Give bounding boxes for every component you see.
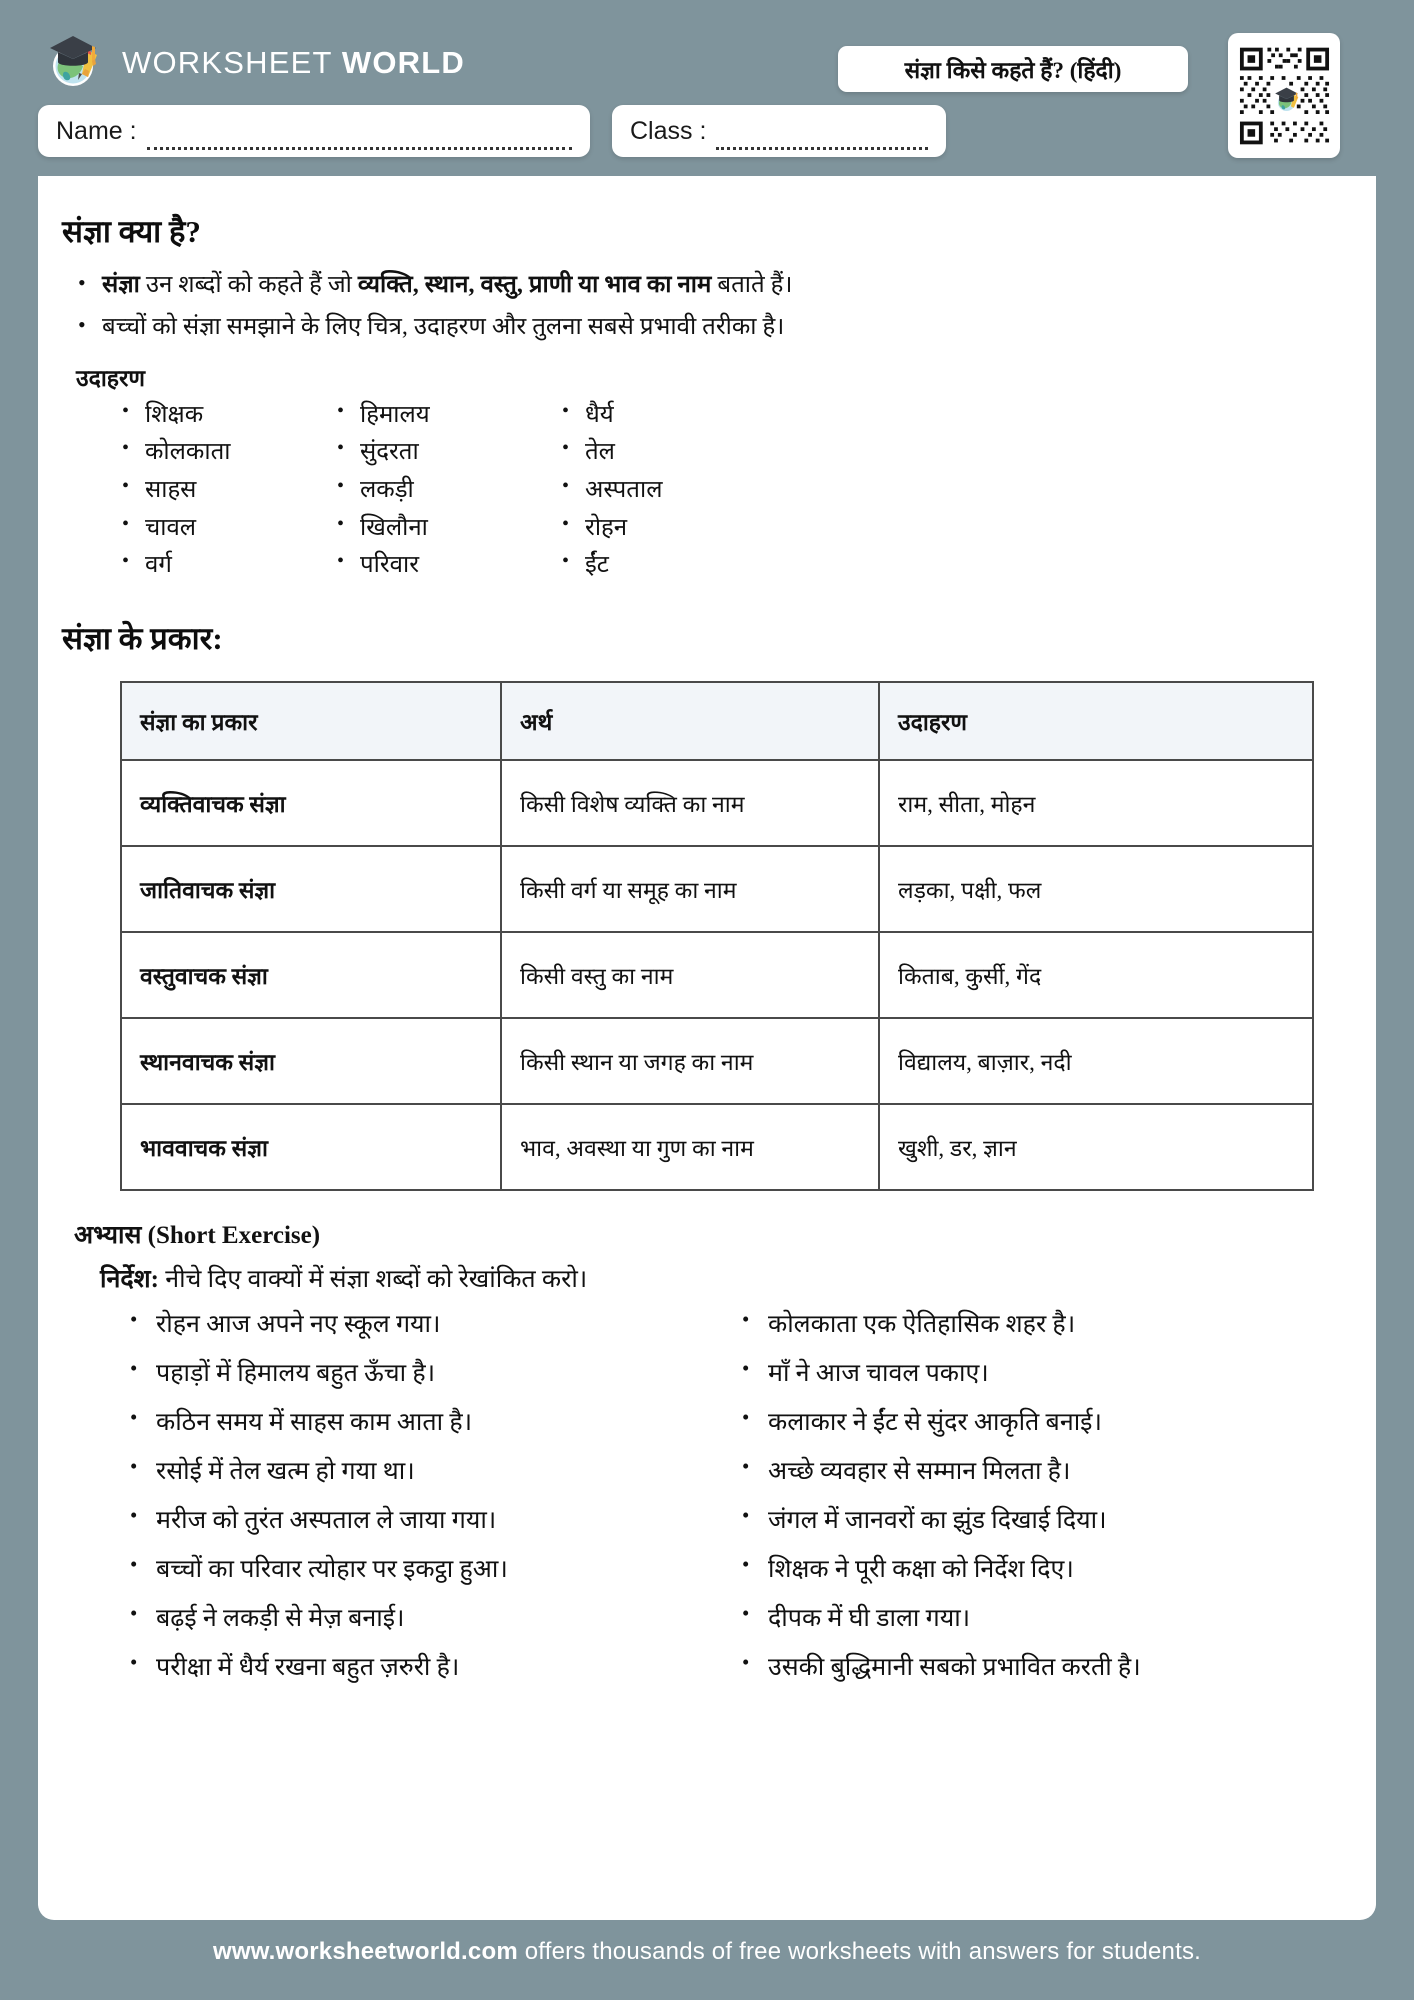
table-cell-examples: राम, सीता, मोहन (879, 760, 1313, 846)
brand-name (122, 41, 465, 81)
exercise-instruction (100, 1261, 1350, 1295)
qr-code-box[interactable] (1228, 33, 1340, 158)
exercise-sentences-grid (122, 1307, 1350, 1699)
table-cell-type: भाववाचक संज्ञा (121, 1104, 501, 1190)
table-cell-type: जातिवाचक संज्ञा (121, 846, 501, 932)
list-item: • धैर्य (556, 399, 1350, 433)
types-section-title: संज्ञा के प्रकार: (62, 620, 223, 656)
list-item: • कलाकार ने ईंट से सुंदर आकृति बनाई। (734, 1405, 1350, 1440)
exercise-sentences-right (734, 1307, 1350, 1699)
intro-bullet-list (62, 266, 1350, 347)
list-item: • सुंदरता (331, 436, 556, 470)
table-cell-meaning: किसी वस्तु का नाम (501, 932, 879, 1018)
list-item: • खिलौना (331, 512, 556, 546)
list-item: • उसकी बुद्धिमानी सबको प्रभावित करती है। (734, 1650, 1350, 1685)
list-item: • बच्चों का परिवार त्योहार पर इकट्ठा हुआ। (122, 1552, 734, 1587)
list-item: • बढ़ई ने लकड़ी से मेज़ बनाई। (122, 1601, 734, 1636)
class-field-label: Class : (630, 116, 707, 145)
footer-domain[interactable]: www.worksheetworld.com (212, 1938, 518, 1965)
table-cell-type: व्यक्तिवाचक संज्ञा (121, 760, 501, 846)
table-cell-meaning: किसी स्थान या जगह का नाम (501, 1018, 879, 1104)
brand-name-bold: WORLD (341, 45, 465, 80)
list-item: • तेल (556, 436, 1350, 470)
table-cell-examples: किताब, कुर्सी, गेंद (879, 932, 1313, 1018)
table-header-cell: संज्ञा का प्रकार (121, 682, 501, 760)
worksheet-title: संज्ञा किसे कहते हैं? (हिंदी) (904, 58, 1122, 83)
table-cell-examples: विद्यालय, बाज़ार, नदी (879, 1018, 1313, 1104)
table-cell-meaning: किसी विशेष व्यक्ति का नाम (501, 760, 879, 846)
list-item: • रसोई में तेल खत्म हो गया था। (122, 1454, 734, 1489)
table-cell-examples: खुशी, डर, ज्ञान (879, 1104, 1313, 1190)
name-field-input[interactable] (147, 132, 572, 150)
table-row (121, 846, 1313, 932)
list-item: • लकड़ी (331, 474, 556, 508)
list-item: • जंगल में जानवरों का झुंड दिखाई दिया। (734, 1503, 1350, 1538)
table-row (121, 760, 1313, 846)
table-cell-type: वस्तुवाचक संज्ञा (121, 932, 501, 1018)
table-cell-examples: लड़का, पक्षी, फल (879, 846, 1313, 932)
examples-column-2 (331, 399, 556, 587)
table-header-cell: उदाहरण (879, 682, 1313, 760)
exercise-heading: अभ्यास (Short Exercise) (74, 1221, 321, 1249)
examples-column-3 (556, 399, 1350, 587)
list-item: • हिमालय (331, 399, 556, 433)
list-item: • रोहन आज अपने नए स्कूल गया। (122, 1307, 734, 1342)
name-field-label: Name : (56, 116, 137, 145)
table-cell-meaning: भाव, अवस्था या गुण का नाम (501, 1104, 879, 1190)
intro-bullet-0-lead: संज्ञा (102, 272, 140, 298)
list-item: • रोहन (556, 512, 1350, 546)
page-footer (0, 1938, 1414, 1966)
name-field[interactable] (38, 105, 590, 157)
class-field-input[interactable] (716, 132, 928, 150)
class-field[interactable] (612, 105, 946, 157)
table-row (121, 1018, 1313, 1104)
table-row (121, 932, 1313, 1018)
list-item: • शिक्षक ने पूरी कक्षा को निर्देश दिए। (734, 1552, 1350, 1587)
intro-bullet-0-post: बताते हैं। (711, 272, 793, 298)
table-header-row (121, 682, 1313, 760)
intro-bullet-0-mid: उन शब्दों को कहते हैं जो (139, 272, 358, 298)
graduation-cap-globe-pencil-logo-icon (42, 28, 108, 94)
intro-bullet-0-bold: व्यक्ति, स्थान, वस्तु, प्राणी या भाव का नाम (357, 272, 712, 298)
worksheet-content (38, 198, 1376, 1699)
list-item (62, 308, 1350, 347)
list-item: • अच्छे व्यवहार से सम्मान मिलता है। (734, 1454, 1350, 1489)
worksheet-paper (38, 176, 1376, 1920)
list-item: • कोलकाता (116, 436, 331, 470)
footer-tagline: offers thousands of free worksheets with answers for students. (517, 1938, 1202, 1965)
list-item: • परीक्षा में धैर्य रखना बहुत ज़रुरी है। (122, 1650, 734, 1685)
brand-logo (42, 28, 465, 94)
list-item: • कोलकाता एक ऐतिहासिक शहर है। (734, 1307, 1350, 1342)
exercise-instruction-text: नीचे दिए वाक्यों में संज्ञा शब्दों को रेखांकित करो। (158, 1265, 588, 1293)
list-item: • शिक्षक (116, 399, 331, 433)
noun-types-table (120, 681, 1314, 1191)
list-item: • मरीज को तुरंत अस्पताल ले जाया गया। (122, 1503, 734, 1538)
list-item: • चावल (116, 512, 331, 546)
table-cell-type: स्थानवाचक संज्ञा (121, 1018, 501, 1104)
list-item: • साहस (116, 474, 331, 508)
exercise-instruction-label: निर्देश: (100, 1265, 159, 1293)
qr-code-icon (1237, 42, 1332, 150)
list-item: • ईंट (556, 549, 1350, 583)
brand-name-light: WORKSHEET (122, 45, 333, 80)
footer-text (213, 1938, 1201, 1965)
intro-bullet-1-text: बच्चों को संज्ञा समझाने के लिए चित्र, उदाहरण और तुलना सबसे प्रभावी तरीका है। (102, 313, 785, 340)
examples-label: उदाहरण (76, 365, 146, 391)
list-item: • वर्ग (116, 549, 331, 583)
list-item: • परिवार (331, 549, 556, 583)
page-title: संज्ञा क्या है? (62, 214, 201, 249)
list-item: • अस्पताल (556, 474, 1350, 508)
examples-grid (116, 399, 1350, 587)
page-header (0, 0, 1414, 175)
examples-column-1 (116, 399, 331, 587)
exercise-sentences-left (122, 1307, 734, 1699)
list-item: • माँ ने आज चावल पकाए। (734, 1356, 1350, 1391)
list-item: • कठिन समय में साहस काम आता है। (122, 1405, 734, 1440)
list-item: • पहाड़ों में हिमालय बहुत ऊँचा है। (122, 1356, 734, 1391)
list-item (62, 266, 1350, 305)
table-row (121, 1104, 1313, 1190)
table-header-cell: अर्थ (501, 682, 879, 760)
table-cell-meaning: किसी वर्ग या समूह का नाम (501, 846, 879, 932)
worksheet-title-badge (838, 46, 1188, 92)
list-item: • दीपक में घी डाला गया। (734, 1601, 1350, 1636)
